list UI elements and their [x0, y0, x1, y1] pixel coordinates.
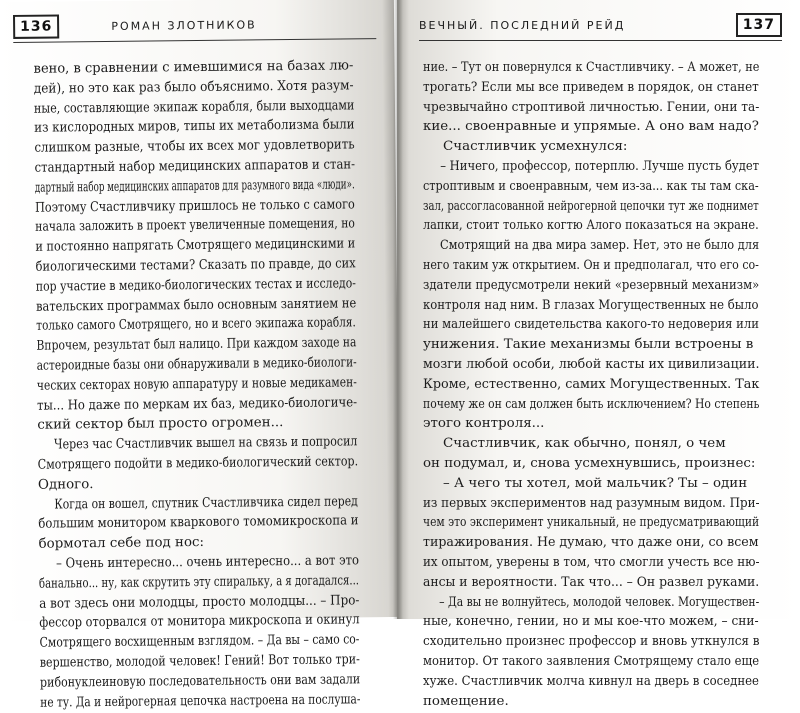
text-line: ческих секторах новую аппаратуру и новые медикамен-: [36, 375, 357, 394]
text-line: стандартный набор медицинских аппаратов и стан-: [34, 157, 356, 176]
right-header-rule: [419, 40, 782, 41]
text-line: Счастливчик, как обычно, понял, о чем: [443, 436, 726, 452]
text-line: вершенство, молодой человек! Гений! Вот только три-: [39, 652, 360, 671]
text-line: Впрочем, результат был налицо. При каждом заходе на: [36, 335, 357, 354]
text-line: этого контроля...: [423, 416, 545, 432]
right-page-header: [419, 12, 782, 38]
text-line: ные, конечно, гении, но и мы кое-что можем, – сни-: [423, 614, 759, 630]
text-line: большим монитором кваркового томомикроскопа и: [38, 513, 359, 533]
text-line: дартный набор медицинских аппаратов для разумного вида «люди».: [34, 177, 355, 196]
right-page-text: [423, 58, 759, 711]
left-page: [0, 0, 400, 711]
text-line: хуже. Счастливчик молча кивнул на дверь в соседнее: [423, 673, 759, 689]
left-page-number: 136: [13, 14, 59, 38]
text-line: слишком разные, чтобы их всех мог удовлетворить: [34, 137, 355, 156]
text-line: только самого Смотрящего, но и всего экипажа корабля.: [36, 315, 356, 335]
book-spine-shadow: [393, 0, 403, 619]
text-line: здатели предусмотрели некий «резервный механизм»: [423, 277, 760, 293]
text-line: начала заложить в проект увеличенные помещения, но: [35, 216, 355, 236]
text-line: банально... ну, как скрутить эту спиральку, а я догадался...: [38, 573, 360, 592]
text-line: него таким уж открытием. Он и предполагал, что его со-: [423, 257, 759, 273]
text-line: контроля над ним. В глазах Могущественных не было: [423, 297, 759, 313]
text-line: помещение.: [423, 693, 509, 709]
text-line: Кроме, естественно, самих Могущественных. Так: [423, 376, 760, 392]
text-line: бормотал себе под нос:: [38, 535, 205, 552]
text-line: мозги любой особи, любой касты их цивилизации.: [423, 356, 760, 372]
text-line: Смотрящего подойти в медико-биологический сектор.: [37, 454, 359, 473]
right-running-head: ВЕЧНЫЙ. ПОСЛЕДНИЙ РЕЙД: [419, 18, 626, 32]
text-line: зал, рассогласованной нейрогерной цепочки тут же поднимет: [423, 198, 759, 214]
text-line: фессор оторвался от монитора микроскопа и окинул: [39, 612, 360, 632]
text-line: тиражирования. Не думаю, что даже они, со всем: [423, 535, 759, 551]
text-line: ные, составляющие экипаж корабля, были выходцами: [33, 97, 355, 117]
text-line: ты... Но даже по меркам их баз, медико-биологиче-: [37, 394, 358, 414]
text-line: кие... своенравные и упрямые. А оно вам надо?: [423, 119, 759, 135]
left-page-header: [13, 10, 384, 40]
text-line: дей), но это как раз было объяснимо. Хотя разум-: [33, 78, 354, 97]
text-line: ние. – Тут он повернулся к Счастливчику. – А может, не: [423, 60, 760, 75]
text-line: строптивым и своенравным, чем из-за... как ты там ска-: [423, 178, 759, 194]
text-line: почему же он сам должен быть исключением? Но степень: [423, 396, 760, 412]
text-line: – Очень интересно... очень интересно... а вот это: [56, 553, 360, 572]
text-line: и постоянно напрягать Смотрящего медицинскими и: [35, 236, 356, 255]
text-line: Смотрящего восхищенным взглядом. – Да вы – само со-: [39, 632, 360, 651]
left-page-text: [33, 56, 360, 713]
text-line: биологическими тестами? Сказать по правде, до сих: [35, 256, 356, 275]
text-line: чем это эксперимент уникальный, не предусматривающий: [423, 515, 760, 531]
text-line: – А чего ты хотел, мой мальчик? Ты – один: [443, 475, 748, 491]
text-line: рибонуклеиновую последовательность они вам задали: [39, 672, 361, 691]
text-line: ский сектор был просто огромен...: [37, 415, 284, 434]
text-line: из кислородных миров, типы их метаболизма были: [34, 117, 355, 137]
right-page: [397, 0, 800, 709]
right-page-number: 137: [736, 13, 782, 37]
text-line: ансы и вероятности. Так что... – Он развел руками.: [423, 574, 760, 590]
text-line: Когда он вошел, спутник Счастливчика сидел перед: [54, 493, 358, 513]
text-line: астероидные базы они обнаруживали в медико-биологи-: [36, 355, 357, 374]
text-line: – Да вы не волнуйтесь, молодой человек. Могуществен-: [439, 594, 760, 610]
text-line: вательских программах было основным занятием не: [35, 295, 357, 315]
text-line: ни малейшего свидетельства какого-то недоверия или: [423, 317, 759, 333]
text-line: из первых экспериментов над разумным видом. При-: [423, 495, 760, 511]
text-line: лапки, стоит только когтю Алого показаться на экране.: [423, 218, 759, 234]
text-line: Счастливчик усмехнулся:: [443, 139, 628, 155]
text-line: чрезвычайно строптивой личностью. Гении, они та-: [423, 99, 760, 115]
text-line: унижения. Такие механизмы были встроены в: [423, 337, 754, 353]
left-running-head: РОМАН ЗЛОТНИКОВ: [111, 17, 257, 33]
text-line: он подумал, и, снова усмехнувшись, произнес:: [423, 455, 756, 471]
text-line: монитор. От такого заявления Смотрящему стало еще: [423, 653, 760, 669]
text-line: Через час Счастливчик вышел на связь и попросил: [53, 434, 358, 453]
text-line: пор участие в медико-биологических тестах и исследо-: [35, 276, 356, 295]
text-line: вено, в сравнении с имевшимися на базах лю-: [33, 58, 354, 77]
text-line: сходительно произнес профессор и вновь уткнулся в: [423, 634, 760, 650]
text-line: Поэтому Счастливчику пришлось не только с самого: [34, 196, 355, 216]
text-line: не ту. Да и нейрогерная цепочка настроена на послуша-: [40, 691, 361, 711]
text-line: их опытом, уверены в том, что смогли учесть все ню-: [423, 554, 760, 570]
text-line: трогать? Если мы все приведем в порядок, он станет: [423, 79, 759, 95]
text-line: Смотрящий на два мира замер. Нет, это не было для: [439, 238, 760, 254]
text-line: – Ничего, профессор, потерплю. Лучше пусть будет: [440, 158, 760, 174]
text-line: Одного.: [37, 476, 94, 493]
text-line: а вот здесь они молодцы, просто молодцы... – Про-: [39, 592, 360, 612]
